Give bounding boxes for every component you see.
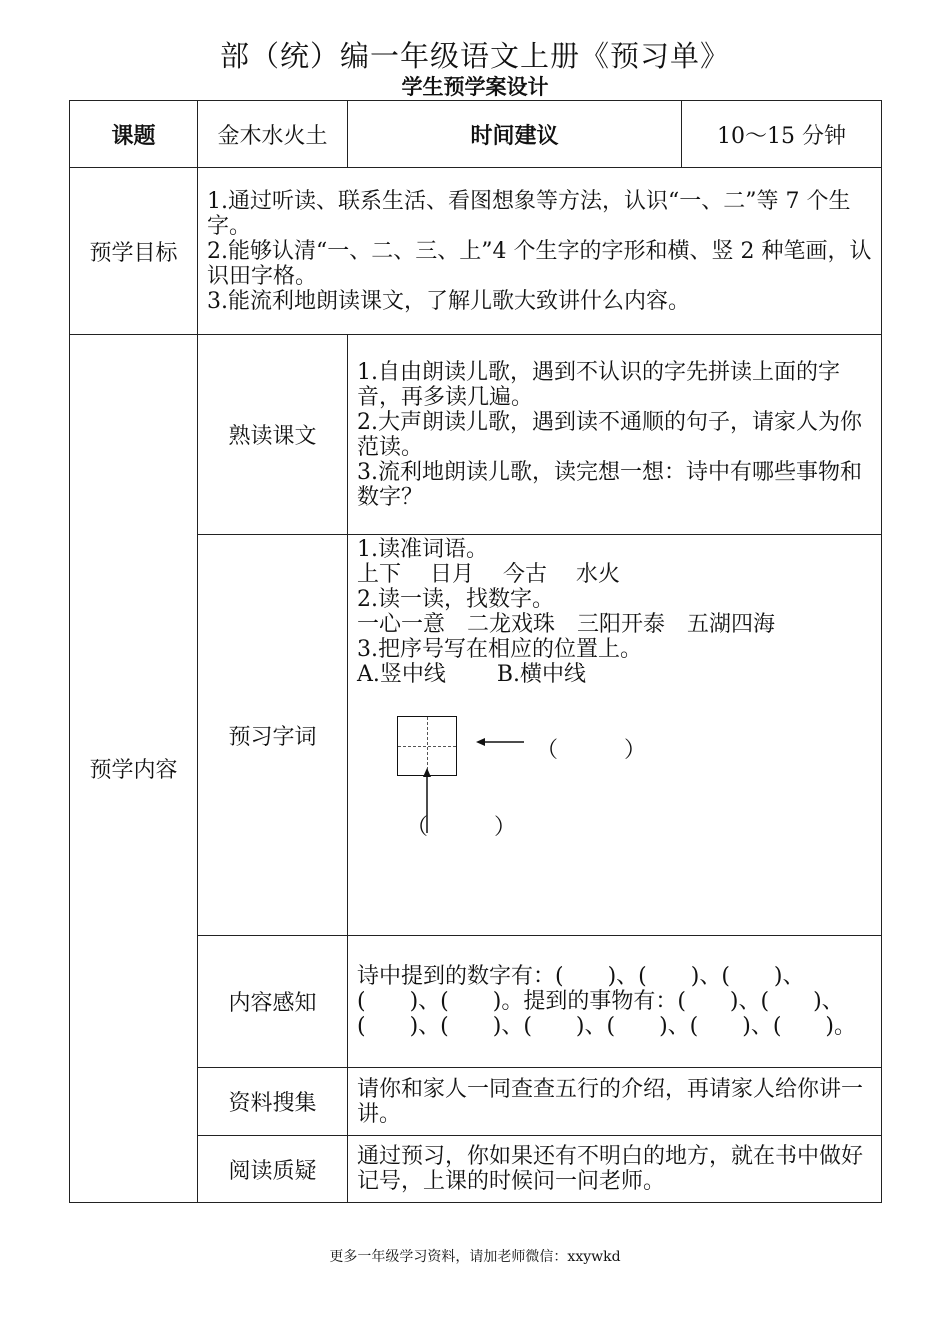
materials-label: 资料搜集 — [198, 1068, 348, 1136]
read-text-label: 熟读课文 — [198, 335, 348, 535]
blank-bottom[interactable]: （ ） — [406, 815, 517, 840]
read-text-text — [348, 335, 882, 535]
topic-value: 金木水火土 — [198, 101, 348, 168]
materials-text: 请你和家人一同查查五行的介绍，再请家人给你讲一讲。 — [348, 1068, 882, 1136]
page-title: 部（统）编一年级语文上册《预习单》 — [219, 39, 730, 73]
preview-words-text — [348, 535, 882, 936]
perception-text: 诗中提到的数字有：( )、( )、( )、( )、( )。提到的事物有：( )、( )、( )、( )、( )、( )、( )、( )。 — [348, 936, 882, 1068]
info-row — [70, 101, 882, 168]
preview-words-label: 预习字词 — [198, 535, 348, 936]
questions-text: 通过预习，你如果还有不明白的地方，就在书中做好记号，上课的时候问一问老师。 — [348, 1136, 882, 1203]
read-text-line: 2.大声朗读儿歌，遇到读不通顺的句子，请家人为你范读。 — [357, 409, 862, 460]
preview-line: 上下 日月 今古 水火 — [357, 562, 620, 587]
goals-label: 预学目标 — [70, 168, 198, 335]
time-value: 10～15 分钟 — [682, 101, 882, 168]
content-label: 预学内容 — [70, 335, 198, 1203]
read-text-line: 1.自由朗读儿歌，遇到不认识的字先拼读上面的字音，再多读几遍。 — [357, 359, 840, 410]
preview-line: 一心一意 二龙戏珠 三阳开泰 五湖四海 — [357, 612, 776, 637]
read-text-line: 3.流利地朗读儿歌，读完想一想：诗中有哪些事物和数字？ — [357, 459, 862, 510]
goal-line: 3.能流利地朗读课文，了解儿歌大致讲什么内容。 — [207, 288, 690, 314]
arrows-diagram — [348, 535, 882, 933]
goal-line: 2.能够认清“一、二、三、上”4 个生字的字形和横、竖 2 种笔画，认识田字格。 — [207, 238, 872, 289]
footer-note: 更多一年级学习资料，请加老师微信：xxywkd — [329, 1249, 621, 1265]
read-text-row — [70, 335, 882, 535]
goal-line: 1.通过听读、联系生活、看图想象等方法，认识“一、二”等 7 个生字。 — [207, 188, 851, 239]
blank-right[interactable]: （ ） — [536, 738, 647, 763]
preview-line: A.竖中线 B.横中线 — [357, 662, 587, 687]
preview-line: 3.把序号写在相应的位置上。 — [357, 637, 642, 662]
perception-label: 内容感知 — [198, 936, 348, 1068]
time-label: 时间建议 — [348, 101, 682, 168]
questions-label: 阅读质疑 — [198, 1136, 348, 1203]
page-subtitle: 学生预学案设计 — [401, 75, 549, 99]
bottom-arrow-head — [423, 768, 431, 777]
worksheet-table — [69, 100, 882, 1203]
preview-line: 1.读准词语。 — [357, 537, 488, 562]
right-arrow-head — [476, 738, 485, 746]
goals-row — [70, 168, 882, 335]
topic-label: 课题 — [70, 101, 198, 168]
preview-line: 2.读一读，找数字。 — [357, 587, 554, 612]
goals-text — [198, 168, 882, 335]
